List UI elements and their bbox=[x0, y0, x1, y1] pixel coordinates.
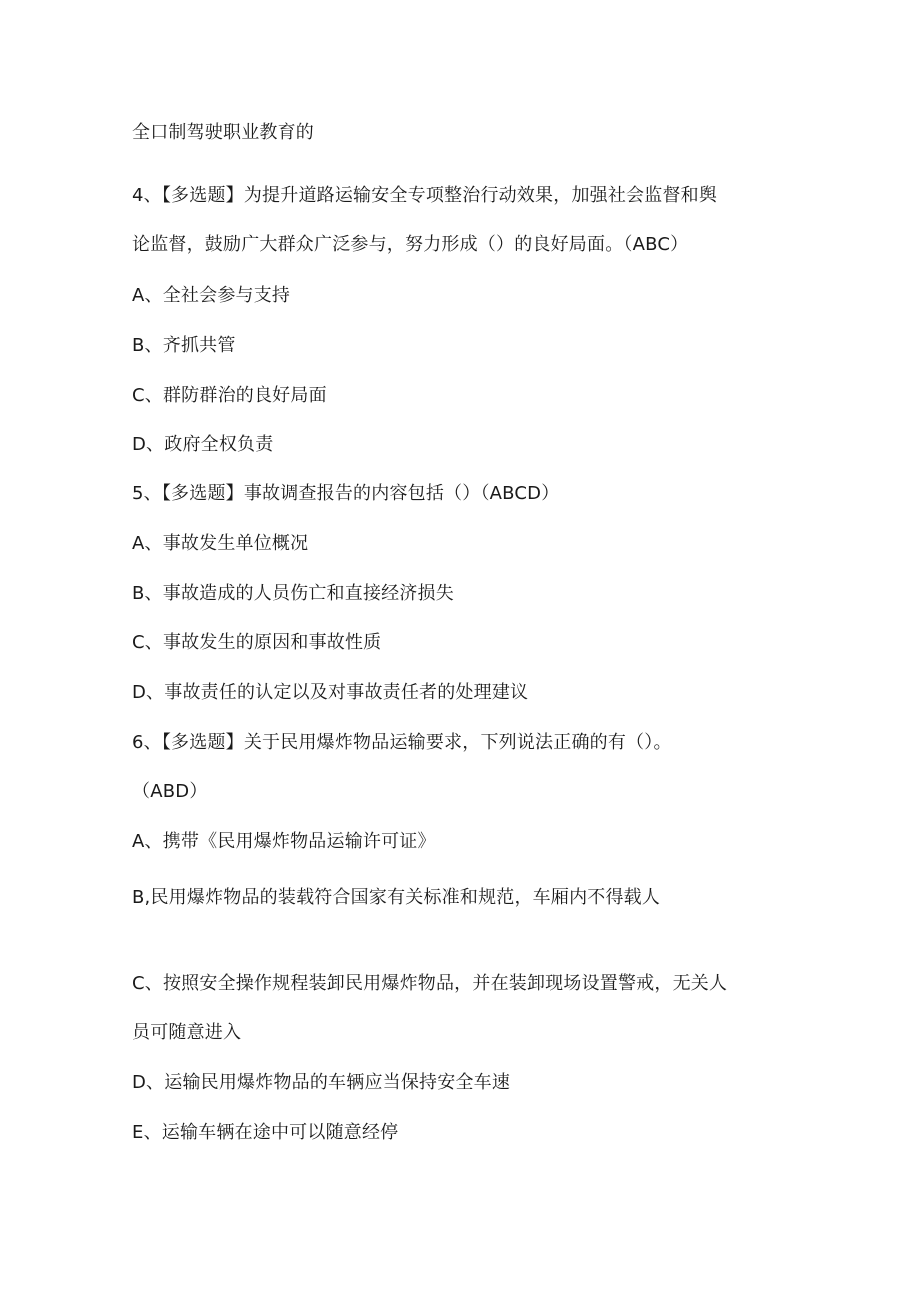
q5-option-c: C、事故发生的原因和事故性质 bbox=[132, 632, 382, 653]
q5-stem: 5、【多选题】事故调查报告的内容包括（）（ABCD） bbox=[132, 483, 560, 504]
q6-stem-line1: 6、【多选题】关于民用爆炸物品运输要求，下列说法正确的有（）。 bbox=[132, 732, 672, 753]
q4-option-b: B、齐抓共管 bbox=[132, 335, 236, 356]
q4-stem-line2: 论监督，鼓励广大群众广泛参与，努力形成（）的良好局面。（ABC） bbox=[132, 234, 689, 255]
q4-option-c: C、群防群治的良好局面 bbox=[132, 385, 327, 406]
q6-option-b: B,民用爆炸物品的装载符合国家有关标准和规范，车厢内不得载人 bbox=[132, 887, 661, 908]
text-line-fragment: 全口制驾驶职业教育的 bbox=[132, 122, 314, 143]
q6-stem-line2: （ABD） bbox=[132, 781, 208, 802]
q5-option-d: D、事故责任的认定以及对事故责任者的处理建议 bbox=[132, 682, 529, 703]
q4-stem-line1: 4、【多选题】为提升道路运输安全专项整治行动效果，加强社会监督和舆 bbox=[132, 185, 718, 206]
q4-option-d: D、政府全权负责 bbox=[132, 434, 274, 455]
q5-option-a: A、事故发生单位概况 bbox=[132, 533, 309, 554]
q6-option-e: E、运输车辆在途中可以随意经停 bbox=[132, 1122, 399, 1143]
q6-option-c-line2: 员可随意进入 bbox=[132, 1022, 242, 1043]
q5-option-b: B、事故造成的人员伤亡和直接经济损失 bbox=[132, 583, 454, 604]
q6-option-c-line1: C、按照安全操作规程装卸民用爆炸物品，并在装卸现场设置警戒，无关人 bbox=[132, 973, 728, 994]
q4-option-a: A、全社会参与支持 bbox=[132, 285, 291, 306]
q6-option-a: A、携带《民用爆炸物品运输许可证》 bbox=[132, 831, 436, 852]
q6-option-d: D、运输民用爆炸物品的车辆应当保持安全车速 bbox=[132, 1072, 511, 1093]
